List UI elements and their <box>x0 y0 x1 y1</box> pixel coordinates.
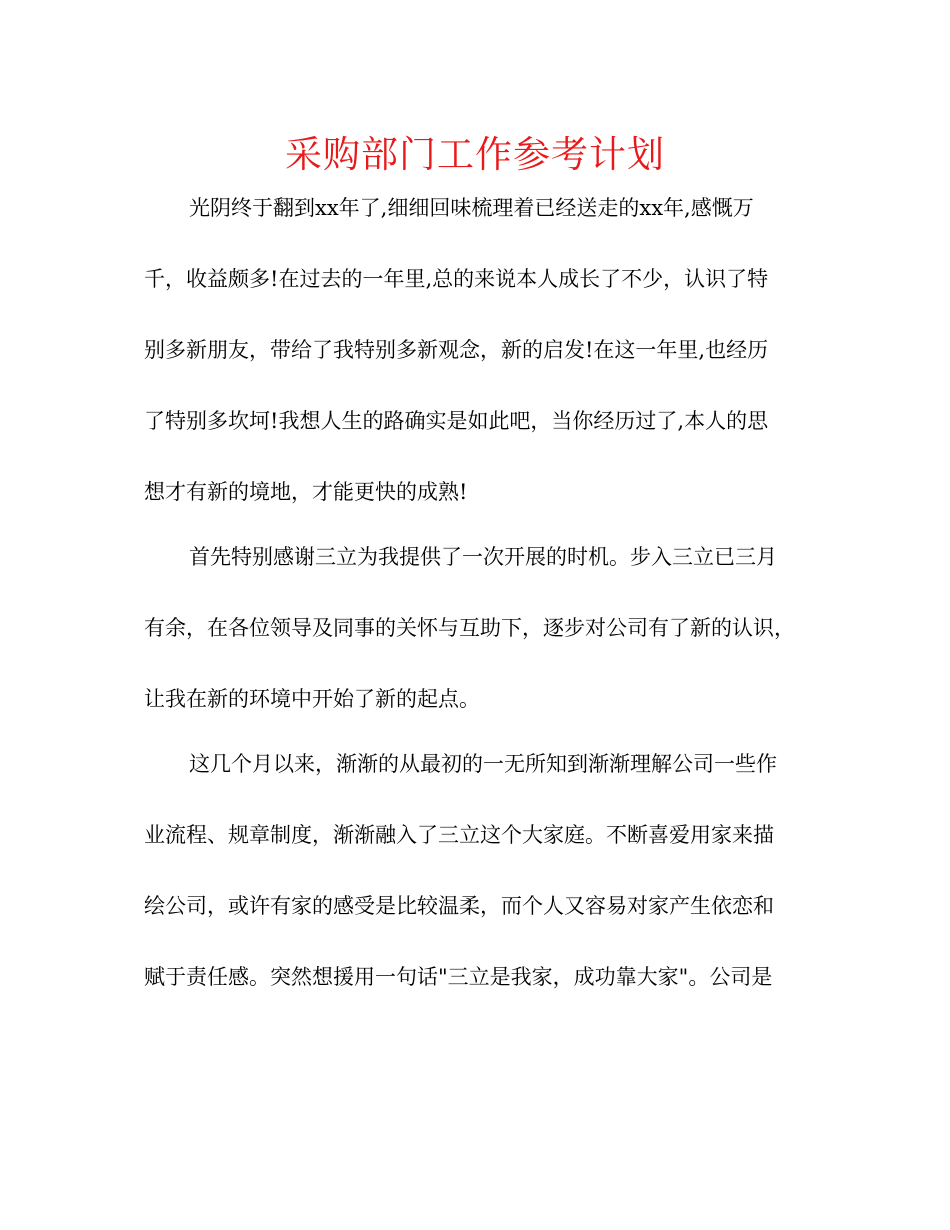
paragraph-3-line-3: 绘公司，或许有家的感受是比较温柔，而个人又容易对家产生依恋和 <box>144 894 774 918</box>
paragraph-2-line-3: 让我在新的环境中开始了新的起点。 <box>144 687 480 711</box>
paragraph-1-line-1: 光阴终于翻到xx年了,细细回味梳理着已经送走的xx年,感慨万 <box>189 196 754 220</box>
paragraph-2-line-2: 有余，在各位领导及同事的关怀与互助下，逐步对公司有了新的认识， <box>144 616 795 640</box>
paragraph-3-line-1: 这几个月以来，渐渐的从最初的一无所知到渐渐理解公司一些作 <box>189 752 777 776</box>
paragraph-1-line-5: 想才有新的境地，才能更快的成熟! <box>144 480 468 504</box>
paragraph-1-line-4: 了特别多坎坷!我想人生的路确实是如此吧，当你经历过了,本人的思 <box>144 409 769 433</box>
paragraph-1-line-3: 别多新朋友，带给了我特别多新观念，新的启发!在这一年里,也经历 <box>144 338 769 362</box>
paragraph-1-line-2: 千，收益颇多!在过去的一年里,总的来说本人成长了不少，认识了特 <box>144 267 769 291</box>
paragraph-3-line-2: 业流程、规章制度，渐渐融入了三立这个大家庭。不断喜爱用家来描 <box>144 823 774 847</box>
paragraph-3-line-4: 赋于责任感。突然想援用一句话"三立是我家，成功靠大家"。公司是 <box>144 965 773 989</box>
document-title: 采购部门工作参考计划 <box>285 133 665 176</box>
paragraph-2-line-1: 首先特别感谢三立为我提供了一次开展的时机。步入三立已三月 <box>189 545 777 569</box>
